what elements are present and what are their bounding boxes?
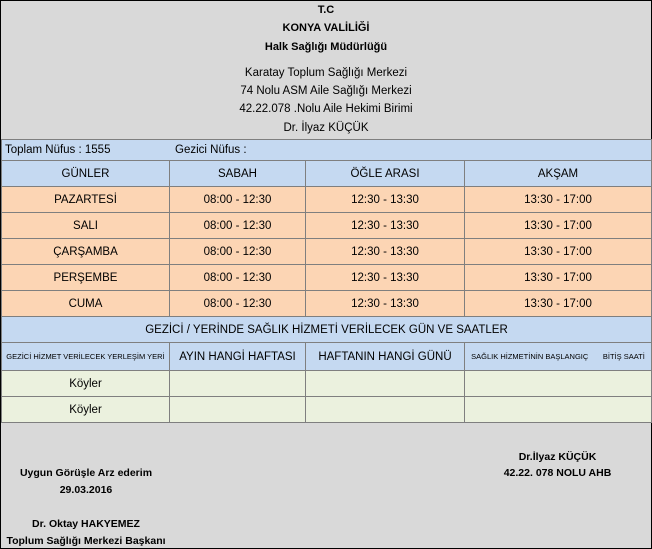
day-cell: SALI bbox=[2, 213, 170, 239]
day-cell: CUMA bbox=[2, 291, 170, 317]
table-row bbox=[2, 371, 652, 397]
population-row bbox=[2, 140, 652, 161]
table-row bbox=[2, 239, 652, 265]
location-cell: Köyler bbox=[2, 397, 170, 423]
col-header-evening: AKŞAM bbox=[465, 161, 652, 187]
mobile-service-title: GEZİCİ / YERİNDE SAĞLIK HİZMETİ VERİLECEK GÜN VE SAATLER bbox=[2, 317, 652, 343]
day-cell: ÇARŞAMBA bbox=[2, 239, 170, 265]
mobile-population: Gezici Nüfus : bbox=[175, 144, 247, 156]
hours-cell bbox=[465, 371, 652, 397]
time-cell: 13:30 - 17:00 bbox=[465, 291, 652, 317]
time-cell: 08:00 - 12:30 bbox=[170, 213, 306, 239]
mobile-header-row bbox=[2, 343, 652, 371]
header-directorate: Halk Sağlığı Müdürlüğü bbox=[264, 41, 388, 53]
header-tc: T.C bbox=[317, 4, 335, 16]
col-header-week: AYIN HANGİ HAFTASI bbox=[170, 343, 306, 371]
time-cell: 12:30 - 13:30 bbox=[306, 187, 465, 213]
time-cell: 12:30 - 13:30 bbox=[306, 265, 465, 291]
week-cell bbox=[170, 397, 306, 423]
time-cell: 13:30 - 17:00 bbox=[465, 187, 652, 213]
director-name: Dr. Oktay HAKYEMEZ bbox=[32, 518, 140, 530]
hours-cell bbox=[465, 397, 652, 423]
mobile-title-row bbox=[2, 317, 652, 343]
time-cell: 08:00 - 12:30 bbox=[170, 265, 306, 291]
approval-text: Uygun Görüşle Arz ederim bbox=[19, 467, 153, 479]
col-header-days: GÜNLER bbox=[2, 161, 170, 187]
col-header-noon: ÖĞLE ARASI bbox=[306, 161, 465, 187]
header-governorship: KONYA VALİLİĞİ bbox=[282, 22, 370, 34]
col-header-weekday: HAFTANIN HANGİ GÜNÜ bbox=[306, 343, 465, 371]
total-population: Toplam Nüfus : 1555 bbox=[5, 144, 111, 156]
time-cell: 08:00 - 12:30 bbox=[170, 291, 306, 317]
director-title: Toplum Sağlığı Merkezi Başkanı bbox=[6, 535, 166, 547]
signing-unit: 42.22. 078 NOLU AHB bbox=[503, 467, 612, 479]
header-doctor: Dr. İlyaz KÜÇÜK bbox=[283, 122, 369, 134]
approval-date: 29.03.2016 bbox=[59, 484, 113, 496]
col-header-morning: SABAH bbox=[170, 161, 306, 187]
week-cell bbox=[170, 371, 306, 397]
table-row bbox=[2, 397, 652, 423]
time-cell: 12:30 - 13:30 bbox=[306, 239, 465, 265]
table-row bbox=[2, 265, 652, 291]
col-header-location: GEZİCİ HİZMET VERİLECEK YERLEŞİM YERİ bbox=[2, 343, 170, 371]
schedule-table bbox=[1, 139, 652, 423]
table-row bbox=[2, 291, 652, 317]
weekday-cell bbox=[306, 371, 465, 397]
weekday-cell bbox=[306, 397, 465, 423]
time-cell: 08:00 - 12:30 bbox=[170, 239, 306, 265]
day-cell: PERŞEMBE bbox=[2, 265, 170, 291]
header-asm: 74 Nolu ASM Aile Sağlığı Merkezi bbox=[240, 85, 412, 97]
end-time-label: BİTİŞ SAATİ bbox=[602, 352, 645, 361]
time-cell: 13:30 - 17:00 bbox=[465, 265, 652, 291]
schedule-header-row bbox=[2, 161, 652, 187]
table-row bbox=[2, 187, 652, 213]
time-cell: 12:30 - 13:30 bbox=[306, 213, 465, 239]
location-cell: Köyler bbox=[2, 371, 170, 397]
header-center: Karatay Toplum Sağlığı Merkezi bbox=[244, 67, 408, 79]
time-cell: 13:30 - 17:00 bbox=[465, 213, 652, 239]
time-cell: 08:00 - 12:30 bbox=[170, 187, 306, 213]
signing-doctor: Dr.İlyaz KÜÇÜK bbox=[518, 451, 597, 463]
time-cell: 12:30 - 13:30 bbox=[306, 291, 465, 317]
time-cell: 13:30 - 17:00 bbox=[465, 239, 652, 265]
header-unit: 42.22.078 .Nolu Aile Hekimi Birimi bbox=[239, 103, 413, 115]
day-cell: PAZARTESİ bbox=[2, 187, 170, 213]
col-header-start-end bbox=[465, 343, 652, 371]
start-time-label: SAĞLIK HİZMETİNİN BAŞLANGIÇ bbox=[471, 352, 589, 361]
table-row bbox=[2, 213, 652, 239]
